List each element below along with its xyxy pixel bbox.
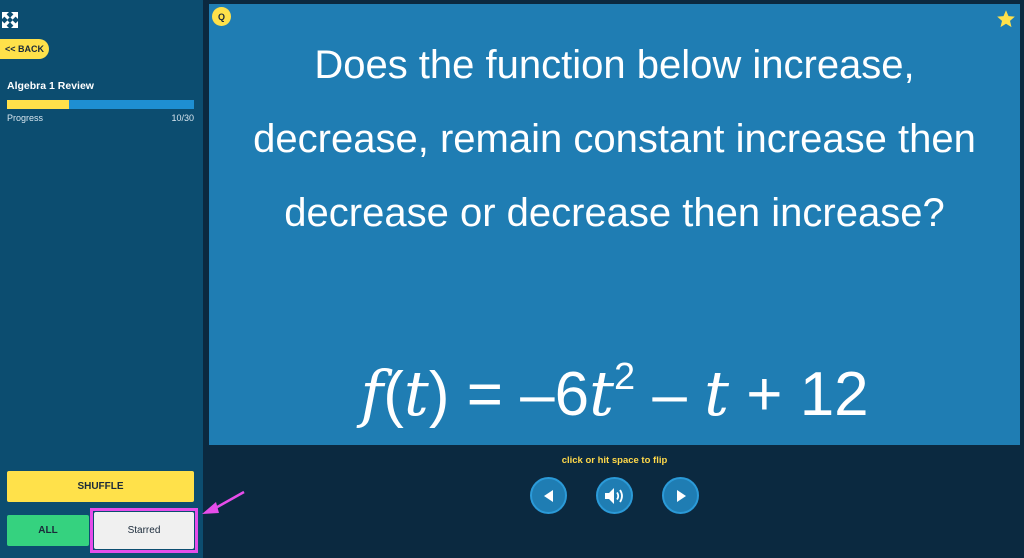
deck-title: Algebra 1 Review [7,80,94,92]
triangle-left-icon [542,489,556,503]
flashcard[interactable] [209,4,1020,445]
formula-t1: t [403,357,429,430]
pointer-arrow-icon [200,488,250,518]
formula [209,354,1020,435]
formula-tail: + 12 [729,360,869,429]
audio-button[interactable] [596,477,633,514]
speaker-icon [604,487,626,505]
formula-minus: – [635,360,705,429]
formula-open: ( [383,360,404,429]
all-filter-button[interactable]: ALL [7,515,89,546]
progress-label: Progress [7,113,44,123]
sidebar [0,0,203,558]
question-badge: Q [212,7,231,26]
formula-close-eq: ) = –6 [428,360,590,429]
star-icon[interactable] [996,9,1016,29]
formula-exponent: 2 [614,356,636,398]
shuffle-button[interactable]: SHUFFLE [7,471,194,502]
formula-t3: t [704,357,730,430]
formula-f: f [360,357,384,430]
flip-hint: click or hit space to flip [561,455,668,466]
next-card-button[interactable] [662,477,699,514]
triangle-right-icon [674,489,688,503]
progress-bar-fill [7,100,69,109]
back-button[interactable]: << BACK [0,39,49,59]
fullscreen-icon[interactable] [2,12,18,28]
previous-card-button[interactable] [530,477,567,514]
question-text: Does the function below increase, decrease, remain constant increase then decrease or decrease then increase? [253,43,976,235]
starred-filter-button[interactable]: Starred [94,512,194,549]
formula-t2: t [589,357,615,430]
progress-count: 10/30 [171,113,194,123]
progress-bar [7,100,194,109]
